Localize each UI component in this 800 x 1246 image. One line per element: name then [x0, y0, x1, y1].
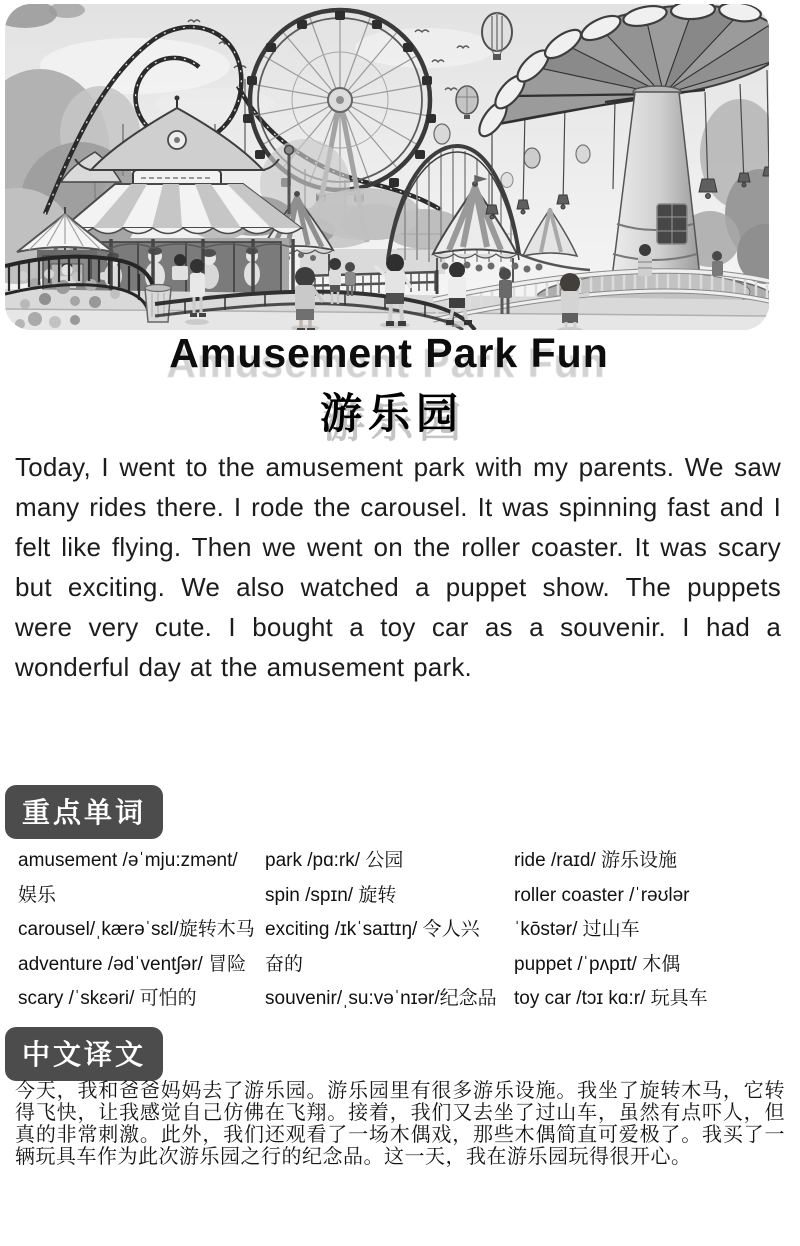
vocab-line: puppet /ˈpʌpɪt/ 木偶 [514, 953, 681, 975]
vocab-line: 奋的 [265, 953, 304, 975]
vocab-line: ride /raɪd/ 游乐设施 [514, 850, 678, 871]
page-title-chinese: 游乐园 [319, 390, 464, 437]
vocab-column-1 [18, 844, 265, 1017]
vocab-section-badge: 重点单词 [5, 785, 163, 839]
vocab-line: amusement /əˈmju:zmənt/ [18, 850, 238, 871]
vocab-line: exciting /ɪkˈsaɪtɪŋ/ 令人兴 [265, 919, 480, 940]
translation-section-badge: 中文译文 [5, 1027, 163, 1081]
amusement-park-drawing [5, 4, 769, 330]
vocab-line: park /pɑ:rk/ 公园 [265, 850, 404, 871]
vocab-line: toy car /tɔɪ kɑ:r/ 玩具车 [514, 988, 708, 1009]
vocab-line: souvenir/ˌsu:vəˈnɪər/纪念品 [265, 988, 497, 1009]
vocab-line: ˈkōstər/ 过山车 [514, 919, 640, 940]
vocab-column-2 [265, 844, 514, 1017]
vocab-line: roller coaster /ˈrəʊlər [514, 884, 690, 906]
vocab-table [18, 844, 790, 1017]
page-title-english: Amusement Park Fun [169, 330, 609, 376]
vocab-line: 娱乐 [18, 884, 57, 906]
vocab-column-3 [514, 844, 790, 1017]
vocab-line: scary /ˈskɛəri/ 可怕的 [18, 988, 197, 1009]
vocab-line: carousel/ˌkærəˈsɛl/旋转木马 [18, 919, 255, 940]
story-paragraph: Today, I went to the amusement park with my parents. We saw many rides there. I rode the carousel. It was spinning fast and I felt like flying. Then we went on the roller coaster. It was scary but exciting. We also watched a puppet show. The puppets were very cute. I bought a toy car as a souvenir. I had a wonderful day at the amusement park. [15, 452, 781, 682]
vocab-line: adventure /ədˈventʃər/ 冒险 [18, 953, 247, 975]
park-illustration [5, 4, 769, 330]
translation-paragraph: 今天，我和爸爸妈妈去了游乐园。游乐园里有很多游乐设施。我坐了旋转木马，它转得飞快，让我感觉自己仿佛在飞翔。接着，我们又去坐了过山车，虽然有点吓人，但真的非常刺激。此外，我们还观看了一场木偶戏，那些木偶简直可爱极了。我买了一辆玩具车作为此次游乐园之行的纪念品。这一天，我在游乐园玩得很开心。 [15, 1080, 785, 1168]
vocab-line: spin /spɪn/ 旋转 [265, 884, 397, 906]
